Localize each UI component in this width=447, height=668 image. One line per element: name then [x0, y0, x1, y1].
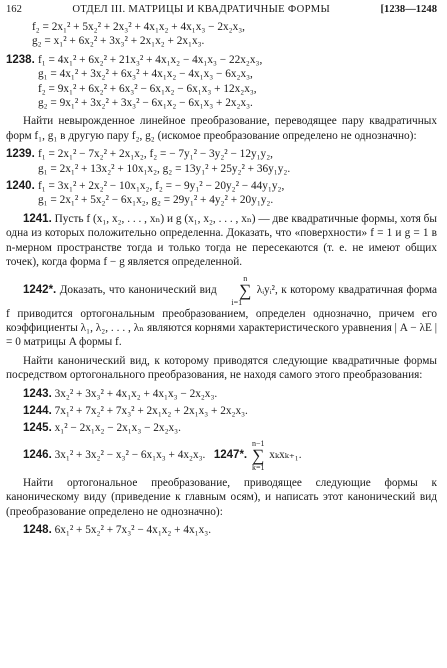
formula-line: g₂ = 9x₁² + 3x₂² + 3x₃² − 6x₁x₂ − 6x₁x₃ + 2x₂x₃. [38, 97, 253, 110]
problem-1248 [6, 523, 437, 537]
instruction-paragraph: Найти ортогональное преобразование, приводящее следующие формы к каноническому виду (приведение к главным осям), и написать этот канонический вид (преобразование определено не однозначно): [6, 476, 437, 518]
list-item: 1243. 3x₂² + 3x₃² + 4x₁x₂ + 4x₁x₃ − 2x₂x₃. [23, 387, 218, 400]
formula-line: g₁ = 4x₁² + 3x₂² + 6x₃² + 4x₁x₂ − 4x₁x₃ − 6x₂x₃, [38, 68, 253, 81]
page-number: 162 [6, 4, 22, 15]
sum-upper: n [243, 273, 248, 283]
top-formulas [6, 20, 437, 49]
problem-number: 1238. [6, 53, 35, 66]
problem-list [6, 387, 437, 472]
formula-line: f₁ = 2x₁² − 7x₂² + 2x₁x₂, f₂ = − 7y₁² − 3y₂² − 12y₁y₂, [38, 148, 273, 161]
problem-1241 [6, 212, 437, 270]
sum-body: xₖxₖ₊₁. [269, 448, 302, 461]
sum-body: λᵢyᵢ², [256, 283, 278, 296]
page-header [6, 3, 437, 19]
section-title: ОТДЕЛ III. МАТРИЦЫ И КВАДРАТИЧНЫЕ ФОРМЫ [72, 4, 331, 15]
problem-number: 1247*. [213, 448, 248, 461]
formula-line: g₁ = 2x₁² + 5x₂² − 6x₁x₂, g₂ = 29y₁² + 4y₂² + 20y₁y₂. [38, 194, 274, 207]
problem-text-before: Доказать, что канонический вид [59, 283, 217, 296]
sum-lower: i=1 [231, 297, 243, 307]
list-item: 1244. 7x₁² + 7x₂² + 7x₃² + 2x₁x₂ + 2x₁x₃ + 2x₂x₃. [23, 404, 248, 417]
problem-1239 [6, 147, 437, 176]
problem-number: 1241. [23, 212, 52, 225]
formula-line: f₂ = 2x₁² + 5x₂² + 2x₃² + 4x₁x₂ + 4x₁x₃ − 2x₂x₃, [32, 21, 245, 33]
formula-line: g₂ = x₁² + 6x₂² + 3x₃² + 2x₁x₂ + 2x₁x₃. [32, 35, 205, 48]
list-item: 1246. 3x₁² + 3x₂² − x₃² − 6x₁x₃ + 4x₂x₃. 1247*. n−1 ∑ k=1 xₖxₖ₊₁. [23, 438, 302, 472]
problem-1238 [6, 53, 437, 111]
formula-line: f₂ = 9x₁² + 6x₂² + 6x₃² − 6x₁x₂ − 6x₁x₃ + 12x₂x₃, [38, 82, 257, 95]
problem-number: 1248. [23, 523, 52, 536]
sigma-icon: ∑ [252, 445, 265, 465]
instruction-paragraph: Найти канонический вид, к которому приводятся следующие квадратичные формы посредством ортогонального преобразования, не находя самого этого преобразования: [6, 354, 437, 382]
problem-1242 [6, 274, 437, 350]
problem-range: [1238—1248 [380, 4, 437, 15]
sum-upper: n−1 [251, 438, 265, 448]
problem-number: 1240. [6, 180, 35, 193]
problem-number: 1239. [6, 148, 35, 161]
summation-symbol [252, 439, 265, 472]
formula-line: f₁ = 4x₁² + 6x₂² + 21x₃² + 4x₁x₂ − 4x₁x₃ − 22x₂x₃, [38, 53, 263, 66]
formula-line: f₁ = 3x₁² + 2x₂² − 10x₁x₂, f₂ = − 9y₁² − 20y₂² − 44y₁y₂, [38, 180, 285, 193]
problem-number: 1242*. [23, 283, 57, 296]
sum-lower: k=1 [251, 462, 265, 472]
formula-line: g₁ = 2x₁² + 13x₂² + 10x₁x₂, g₂ = 13y₁² + 25y₂² + 36y₁y₂. [38, 162, 291, 175]
instruction-paragraph: Найти невырожденное линейное преобразование, переводящее пару квадратичных форм f₁, g₁ в другую пару f₂, g₂ (искомое преобразование определено не однозначно): [6, 115, 437, 142]
sigma-icon: ∑ [239, 280, 252, 300]
problem-1240 [6, 179, 437, 208]
summation-symbol [222, 274, 251, 307]
list-item: 1245. x₁² − 2x₁x₂ − 2x₁x₃ − 2x₂x₃. [23, 422, 181, 435]
problem-text: Пусть f (x₁, x₂, . . . , xₙ) и g (x₁, x₂, . . . , xₙ) — две квадратичные формы, хотя бы одна из которых положительно определенна. Доказать, что «поверхности» f = 1 и g = 1 в n-мерном пространстве тогда и только тогда не пересекаются (т. е. не имеют общих точек), когда форма f − g является определенной. [6, 212, 437, 269]
formula-line: 6x₁² + 5x₂² + 7x₃² − 4x₁x₂ + 4x₁x₃. [54, 523, 212, 536]
problem-text-after: к которому квадратичная форма f приводится ортогональным преобразованием, определен однозначно, причем его коэффициенты λ₁, λ₂, . . . , λₙ являются корнями характеристического уравнения | A − λE | = 0 матрицы A формы f. [6, 283, 437, 349]
